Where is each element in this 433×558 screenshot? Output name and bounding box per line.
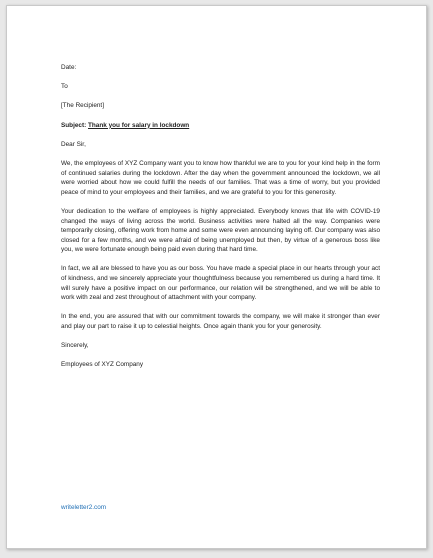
subject-text: Thank you for salary in lockdown	[88, 121, 190, 129]
to-label: To	[61, 83, 68, 91]
letter-body	[61, 63, 380, 370]
subject-line	[61, 121, 380, 131]
recipient: [The Recipient]	[61, 102, 104, 110]
paragraph-4: In the end, you are assured that with our commitment towards the company, we will make it stronger than ever and play our part to raise it up to celestial heights. Once again thank you for your generosity.	[61, 313, 380, 331]
closing: Sincerely,	[61, 342, 89, 350]
signature: Employees of XYZ Company	[61, 361, 144, 369]
website-link[interactable]: writeletter2.com	[61, 504, 107, 511]
paragraph-1: We, the employees of XYZ Company want you to know how thankful we are to you for your kind help in the form of continued salaries during the lockdown. After the day when the government announced the lockdown, we all were worried about how we could fulfill the needs of our families. That was a time of worry, but you provided peace of mind to your employees and their families, and we are grateful to you for this generosity.	[61, 159, 380, 196]
paragraph-2: Your dedication to the welfare of employees is highly appreciated. Everybody knows that life with COVID-19 changed the ways of living across the world. Business activities were halted all the way. Companies were temporarily closing, offering work from home and some were even announcing laying off. Our company was also closed for a few months, and we were afraid of being unemployed but then, by virtue of a generous boss like you, we were fortunate enough being paid even during that hard time.	[61, 207, 380, 254]
subject-label: Subject:	[61, 121, 87, 129]
salutation: Dear Sir,	[61, 140, 86, 148]
date-label: Date:	[61, 64, 77, 71]
paragraph-3: In fact, we all are blessed to have you as our boss. You have made a special place in our hearts through your act of kindness, and we sincerely appreciate your thoughtfulness because you remembered us during a hard time. It will surely have a positive impact on our performance, our relation will be strengthened, and we will be able to work with zeal and zest throughout of attachment with your company.	[61, 265, 380, 302]
letter-page	[6, 5, 427, 549]
